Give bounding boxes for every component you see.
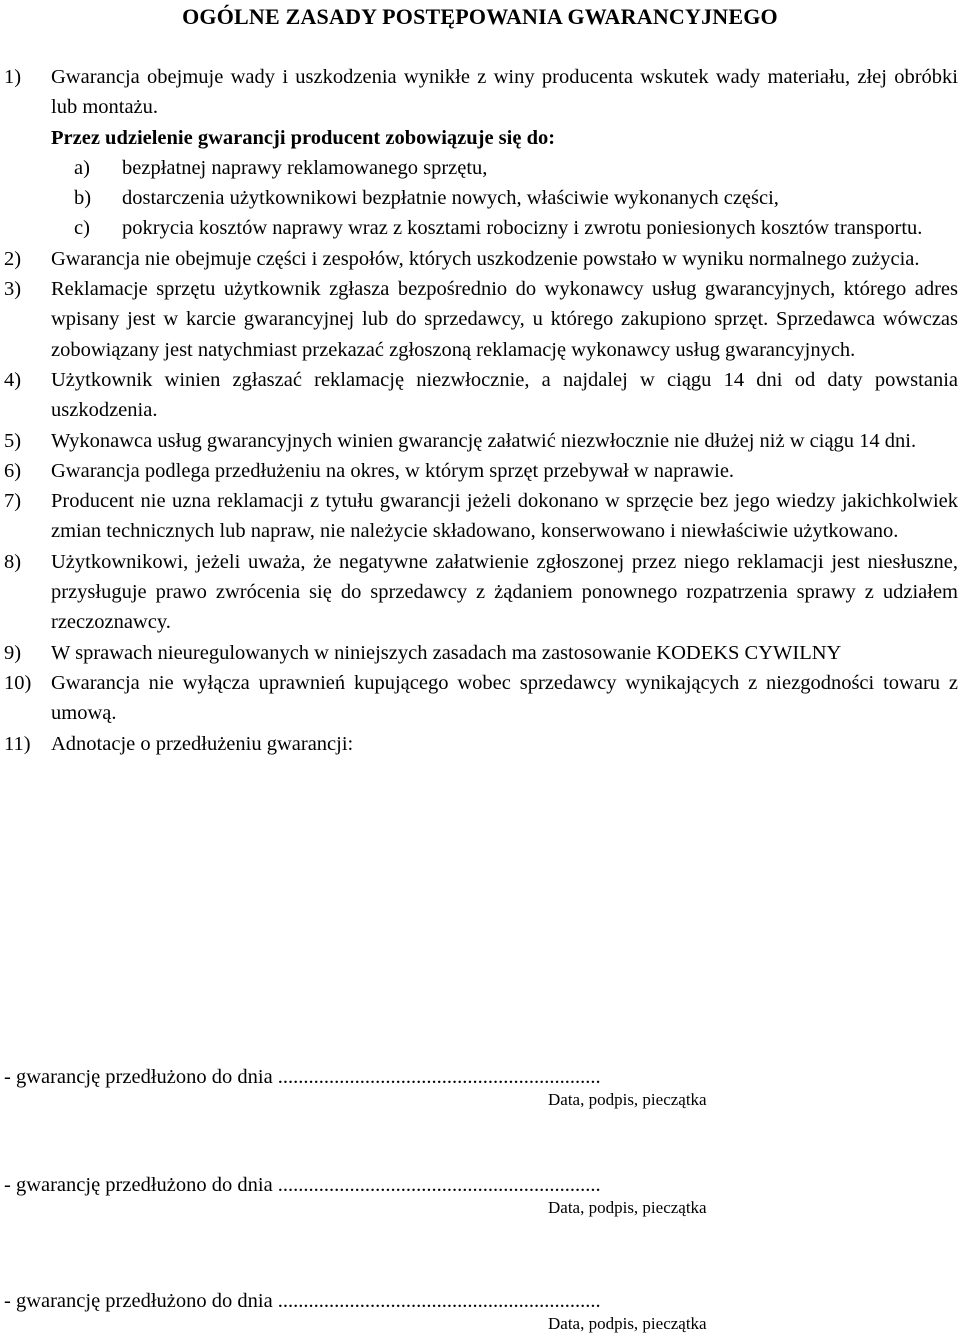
item-text: Użytkownikowi, jeżeli uważa, że negatywne załatwienie zgłoszonej przez niego reklamacji jest niesłuszne, przysługuje prawo zwrócenia się do sprzedawcy z żądaniem ponownego rozpatrzenia sprawy z udziałem rzeczoznawcy. — [51, 550, 958, 634]
list-item — [4, 456, 958, 486]
item-number: 1) — [4, 66, 22, 88]
item-text: Gwarancja nie obejmuje części i zespołów, których uszkodzenie powstało w wyniku normalnego zużycia. — [51, 247, 920, 270]
signature-caption: Data, podpis, pieczątka — [548, 1314, 707, 1333]
extension-date-line[interactable]: - gwarancję przedłużono do dnia ............................................................... — [4, 1174, 601, 1196]
list-item — [4, 426, 958, 456]
extension-entry — [4, 1170, 958, 1217]
list-item — [4, 547, 958, 638]
signature-caption: Data, podpis, pieczątka — [548, 1198, 707, 1217]
sub-item-text: pokrycia kosztów naprawy wraz z kosztami robocizny i zwrotu poniesionych kosztów transportu. — [122, 217, 923, 240]
extension-entry — [4, 1286, 958, 1333]
item-number: 2) — [4, 247, 22, 270]
sub-item — [4, 183, 958, 213]
list-item — [4, 62, 958, 123]
item-text: Adnotacje o przedłużeniu gwarancji: — [51, 732, 354, 755]
sub-item-letter: b) — [74, 187, 92, 210]
item-number: 10) — [4, 671, 32, 694]
warranty-terms-list — [4, 62, 958, 759]
item-text: Wykonawca usług gwarancyjnych winien gwarancję załatwić niezwłocznie nie dłużej niż w ciągu 14 dni. — [51, 429, 917, 452]
item-text: Reklamacje sprzętu użytkownik zgłasza bezpośrednio do wykonawcy usług gwarancyjnych, którego adres wpisany jest w karcie gwarancyjnej lub do sprzedawcy, u którego zakupiono sprzęt. Sprzedawca wówczas zobowiązany jest natychmiast przekazać zgłoszoną reklamację wykonawcy usług gwarancyjnych. — [51, 278, 958, 361]
extension-date-line[interactable]: - gwarancję przedłużono do dnia ............................................................... — [4, 1066, 601, 1088]
item-text: Użytkownik winien zgłaszać reklamację niezwłocznie, a najdalej w ciągu 14 dni od daty powstania uszkodzenia. — [51, 368, 958, 422]
sub-item — [4, 153, 958, 183]
extension-entry — [4, 1062, 958, 1109]
item-number: 11) — [4, 732, 31, 755]
sub-item — [4, 213, 958, 243]
list-item — [4, 244, 958, 274]
item-number: 3) — [4, 278, 22, 301]
item-text: Producent nie uzna reklamacji z tytułu gwarancji jeżeli dokonano w sprzęcie bez jego wiedzy jakichkolwiek zmian technicznych lub napraw, nie należycie składowano, konserwowano i niewłaściwie użytkowano. — [51, 490, 958, 543]
list-item — [4, 638, 958, 668]
item-number: 7) — [4, 490, 22, 513]
extension-date-line[interactable]: - gwarancję przedłużono do dnia ............................................................... — [4, 1290, 601, 1312]
sub-item-text: dostarczenia użytkownikowi bezpłatnie nowych, właściwie wykonanych części, — [122, 187, 779, 210]
list-item — [4, 365, 958, 426]
obligations-lead: Przez udzielenie gwarancji producent zobowiązuje się do: — [51, 126, 556, 149]
item-number: 4) — [4, 368, 22, 391]
signature-caption: Data, podpis, pieczątka — [548, 1090, 707, 1109]
item-text: W sprawach nieuregulowanych w niniejszych zasadach ma zastosowanie KODEKS CYWILNY — [51, 641, 842, 664]
sub-item-text: bezpłatnej naprawy reklamowanego sprzętu, — [122, 156, 488, 179]
item-number: 6) — [4, 459, 22, 482]
list-item — [4, 668, 958, 729]
page-title: OGÓLNE ZASADY POSTĘPOWANIA GWARANCYJNEGO — [182, 4, 778, 29]
item-text: Gwarancja obejmuje wady i uszkodzenia wynikłe z winy producenta wskutek wady materiału, złej obróbki lub montażu. — [51, 66, 958, 119]
item-text: Gwarancja nie wyłącza uprawnień kupującego wobec sprzedawcy wynikających z niezgodności towaru z umową. — [51, 671, 958, 725]
list-item — [4, 486, 958, 547]
list-item — [4, 729, 958, 759]
item-number: 5) — [4, 429, 22, 452]
item-number: 8) — [4, 550, 22, 573]
list-item — [4, 274, 958, 365]
item-text: Gwarancja podlega przedłużeniu na okres, w którym sprzęt przebywał w naprawie. — [51, 459, 735, 482]
item-number: 9) — [4, 641, 22, 664]
sub-item-letter: a) — [74, 156, 90, 179]
sub-item-letter: c) — [74, 217, 90, 240]
